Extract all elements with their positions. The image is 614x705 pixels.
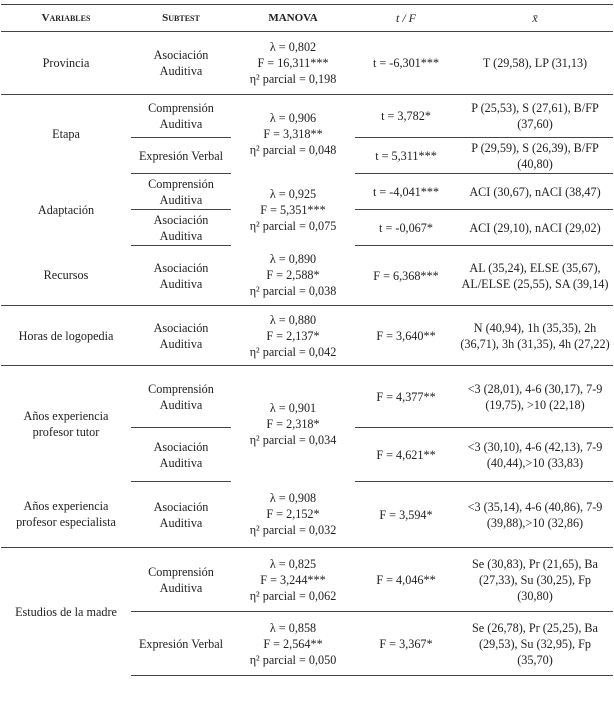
subtest-cell: Comprensión Auditiva	[131, 95, 231, 138]
manova-lambda: λ = 0,858	[269, 620, 317, 635]
subtest-cell: Expresión Verbal	[131, 612, 231, 676]
table-row	[1, 95, 613, 138]
table-row	[1, 174, 613, 210]
variable-cell: Años experiencia profesor especialista	[1, 482, 131, 548]
header-row	[1, 5, 613, 32]
manova-cell	[231, 95, 355, 174]
variable-cell: Años experiencia profesor tutor	[23, 408, 109, 439]
manova-F: F = 5,351***	[260, 202, 326, 217]
mean-result-cell: T (29,58), LP (31,13)	[457, 32, 613, 95]
manova-lambda: λ = 0,925	[269, 186, 317, 201]
manova-cell	[231, 306, 355, 366]
test-statistic-cell: F = 4,621**	[355, 428, 457, 482]
mean-result-cell: Se (26,78), Pr (25,25), Ba (29,53), Su (32,95), Fp (35,70)	[457, 612, 613, 676]
variable-cell: Provincia	[1, 32, 131, 95]
variable-cell: Estudios de la madre	[15, 604, 117, 619]
manova-cell	[231, 174, 355, 246]
subtest-cell: Asociación Auditiva	[131, 306, 231, 366]
table-row	[1, 366, 613, 428]
manova-cell	[231, 366, 355, 482]
table-body	[1, 32, 613, 676]
manova-F: F = 2,588*	[266, 268, 320, 283]
manova-lambda: λ = 0,890	[269, 252, 317, 267]
variable-cell: Recursos	[1, 246, 131, 306]
subtest-cell: Asociación Auditiva	[131, 210, 231, 246]
manova-F: F = 2,564**	[263, 636, 323, 651]
header-variables: Variables	[1, 5, 131, 32]
test-statistic-cell: F = 3,594*	[355, 482, 457, 548]
manova-lambda: λ = 0,908	[269, 491, 317, 506]
manova-lambda: λ = 0,825	[269, 556, 317, 571]
subtest-cell: Comprensión Auditiva	[131, 366, 231, 428]
variable-cell: Adaptación	[37, 202, 95, 217]
table-row	[1, 32, 613, 95]
test-statistic-cell: t = 5,311***	[355, 138, 457, 174]
subtest-cell: Asociación Auditiva	[131, 482, 231, 548]
table-row	[1, 306, 613, 366]
manova-cell	[231, 246, 355, 306]
header-mean: x̄	[457, 5, 613, 32]
subtest-cell: Asociación Auditiva	[131, 32, 231, 95]
manova-eta-squared: η² parcial = 0,032	[249, 523, 337, 538]
manova-eta-squared: η² parcial = 0,050	[249, 652, 337, 667]
test-statistic-cell: t = 3,782*	[355, 95, 457, 138]
manova-eta-squared: η² parcial = 0,038	[249, 284, 337, 299]
table-row	[1, 482, 613, 548]
manova-F: F = 2,152*	[266, 507, 320, 522]
test-statistic-cell: F = 3,367*	[355, 612, 457, 676]
manova-cell	[231, 482, 355, 548]
mean-result-cell: P (25,53), S (27,61), B/FP (37,60)	[457, 95, 613, 138]
test-statistic-cell: F = 3,640**	[355, 306, 457, 366]
mean-result-cell: AL (35,24), ELSE (35,67), AL/ELSE (25,55), SA (39,14)	[457, 246, 613, 306]
mean-result-cell: N (40,94), 1h (35,35), 2h (36,71), 3h (31,35), 4h (27,22)	[457, 306, 613, 366]
table-row	[1, 246, 613, 306]
manova-eta-squared: η² parcial = 0,034	[249, 432, 337, 447]
mean-result-cell: <3 (30,10), 4-6 (42,13), 7-9 (40,44),>10 (33,83)	[457, 428, 613, 482]
manova-eta-squared: η² parcial = 0,062	[249, 588, 337, 603]
test-statistic-cell: F = 6,368***	[355, 246, 457, 306]
subtest-cell: Asociación Auditiva	[131, 246, 231, 306]
variable-cell: Etapa	[52, 127, 80, 142]
manova-F: F = 2,318*	[266, 416, 320, 431]
subtest-cell: Asociación Auditiva	[131, 428, 231, 482]
manova-cell	[231, 548, 355, 612]
manova-cell	[231, 32, 355, 95]
test-statistic-cell: t = -6,301***	[355, 32, 457, 95]
subtest-cell: Expresión Verbal	[131, 138, 231, 174]
mean-result-cell: <3 (28,01), 4-6 (30,17), 7-9 (19,75), >10 (22,18)	[457, 366, 613, 428]
subtest-cell: Comprensión Auditiva	[131, 174, 231, 210]
header-manova: MANOVA	[231, 5, 355, 32]
manova-F: F = 3,244***	[260, 572, 326, 587]
manova-lambda: λ = 0,906	[269, 111, 317, 126]
header-subtest: Subtest	[131, 5, 231, 32]
table-row	[1, 548, 613, 612]
manova-eta-squared: η² parcial = 0,198	[249, 72, 337, 86]
manova-cell	[231, 612, 355, 676]
manova-lambda: λ = 0,880	[269, 312, 317, 327]
test-statistic-cell: t = -0,067*	[355, 210, 457, 246]
manova-F: F = 3,318**	[263, 127, 323, 142]
mean-result-cell: Se (30,83), Pr (21,65), Ba (27,33), Su (30,25), Fp (30,80)	[457, 548, 613, 612]
test-statistic-cell: F = 4,046**	[355, 548, 457, 612]
manova-eta-squared: η² parcial = 0,048	[249, 143, 337, 158]
manova-lambda: λ = 0,901	[269, 400, 317, 415]
manova-F: F = 16,311***	[257, 56, 329, 70]
variable-cell: Horas de logopedia	[1, 306, 131, 366]
manova-eta-squared: η² parcial = 0,075	[249, 218, 337, 233]
manova-eta-squared: η² parcial = 0,042	[249, 344, 337, 359]
manova-lambda: λ = 0,802	[269, 40, 317, 54]
subtest-cell: Comprensión Auditiva	[131, 548, 231, 612]
mean-result-cell: P (29,59), S (26,39), B/FP (40,80)	[457, 138, 613, 174]
header-tf: t / F	[355, 5, 457, 32]
results-table	[1, 4, 613, 676]
mean-result-cell: ACI (30,67), nACI (38,47)	[457, 174, 613, 210]
test-statistic-cell: F = 4,377**	[355, 366, 457, 428]
mean-result-cell: <3 (35,14), 4-6 (40,86), 7-9 (39,88),>10 (32,86)	[457, 482, 613, 548]
manova-F: F = 2,137*	[266, 328, 320, 343]
test-statistic-cell: t = -4,041***	[355, 174, 457, 210]
mean-result-cell: ACI (29,10), nACI (29,02)	[457, 210, 613, 246]
